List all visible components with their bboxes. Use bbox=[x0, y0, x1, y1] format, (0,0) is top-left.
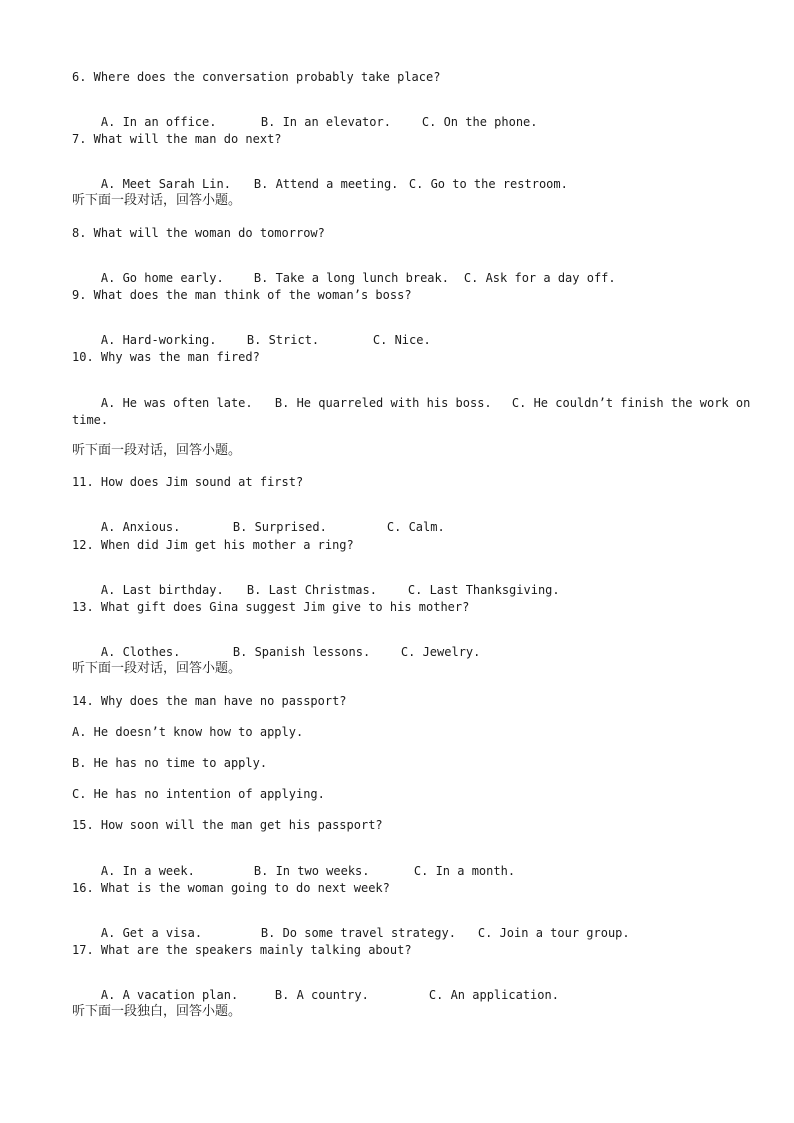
option-b: B. He has no time to apply. bbox=[72, 756, 268, 770]
option-b: B. Do some travel strategy. bbox=[260, 926, 456, 940]
question-16: 16. What is the woman going to do next week? bbox=[72, 881, 390, 895]
option-c: C. An application. bbox=[428, 988, 559, 1002]
question-7: 7. What will the man do next? bbox=[72, 132, 282, 146]
options-10 bbox=[72, 382, 750, 424]
option-c: C. In a month. bbox=[413, 864, 516, 878]
option-a: A. A vacation plan. bbox=[100, 988, 239, 1002]
option-c: C. Calm. bbox=[386, 520, 445, 534]
section-instruction: 听下面一段对话，回答小题。 bbox=[72, 661, 242, 676]
option-a: A. Hard-working. bbox=[100, 333, 217, 347]
option-c: C. He couldn’t finish the work on bbox=[511, 396, 751, 410]
option-a: A. In an office. bbox=[100, 115, 217, 129]
question-14: 14. Why does the man have no passport? bbox=[72, 694, 347, 708]
option-a: A. Clothes. bbox=[100, 645, 181, 659]
option-b: B. Surprised. bbox=[232, 520, 327, 534]
question-17: 17. What are the speakers mainly talking about? bbox=[72, 943, 412, 957]
option-a: A. Go home early. bbox=[100, 271, 224, 285]
option-b: B. In an elevator. bbox=[260, 115, 391, 129]
option-a: A. In a week. bbox=[100, 864, 195, 878]
option-c: C. Nice. bbox=[372, 333, 431, 347]
option-c: C. Join a tour group. bbox=[477, 926, 630, 940]
option-c: C. He has no intention of applying. bbox=[72, 787, 325, 801]
option-c: C. Jewelry. bbox=[400, 645, 481, 659]
question-6: 6. Where does the conversation probably take place? bbox=[72, 70, 441, 84]
question-9: 9. What does the man think of the woman’s boss? bbox=[72, 288, 412, 302]
option-c: C. Go to the restroom. bbox=[408, 177, 568, 191]
option-b: B. Attend a meeting. bbox=[253, 177, 399, 191]
option-b: B. Last Christmas. bbox=[246, 583, 377, 597]
option-a: A. He was often late. bbox=[100, 396, 253, 410]
option-continuation: time. bbox=[72, 413, 109, 427]
section-instruction: 听下面一段对话，回答小题。 bbox=[72, 443, 242, 458]
option-b: B. A country. bbox=[274, 988, 369, 1002]
question-8: 8. What will the woman do tomorrow? bbox=[72, 226, 325, 240]
question-15: 15. How soon will the man get his passport? bbox=[72, 818, 383, 832]
question-11: 11. How does Jim sound at first? bbox=[72, 475, 304, 489]
option-a: A. Last birthday. bbox=[100, 583, 224, 597]
option-b: B. He quarreled with his boss. bbox=[274, 396, 492, 410]
option-b: B. Spanish lessons. bbox=[232, 645, 371, 659]
section-instruction: 听下面一段独白，回答小题。 bbox=[72, 1004, 242, 1019]
option-b: B. In two weeks. bbox=[253, 864, 370, 878]
question-12: 12. When did Jim get his mother a ring? bbox=[72, 538, 354, 552]
option-a: A. He doesn’t know how to apply. bbox=[72, 725, 304, 739]
section-instruction: 听下面一段对话，回答小题。 bbox=[72, 193, 242, 208]
option-a: A. Get a visa. bbox=[100, 926, 203, 940]
option-b: B. Take a long lunch break. bbox=[253, 271, 449, 285]
option-a: A. Anxious. bbox=[100, 520, 181, 534]
option-b: B. Strict. bbox=[246, 333, 320, 347]
option-c: C. On the phone. bbox=[421, 115, 538, 129]
option-c: C. Ask for a day off. bbox=[463, 271, 616, 285]
option-a: A. Meet Sarah Lin. bbox=[100, 177, 231, 191]
question-13: 13. What gift does Gina suggest Jim give to his mother? bbox=[72, 600, 470, 614]
option-c: C. Last Thanksgiving. bbox=[407, 583, 560, 597]
question-10: 10. Why was the man fired? bbox=[72, 350, 260, 364]
